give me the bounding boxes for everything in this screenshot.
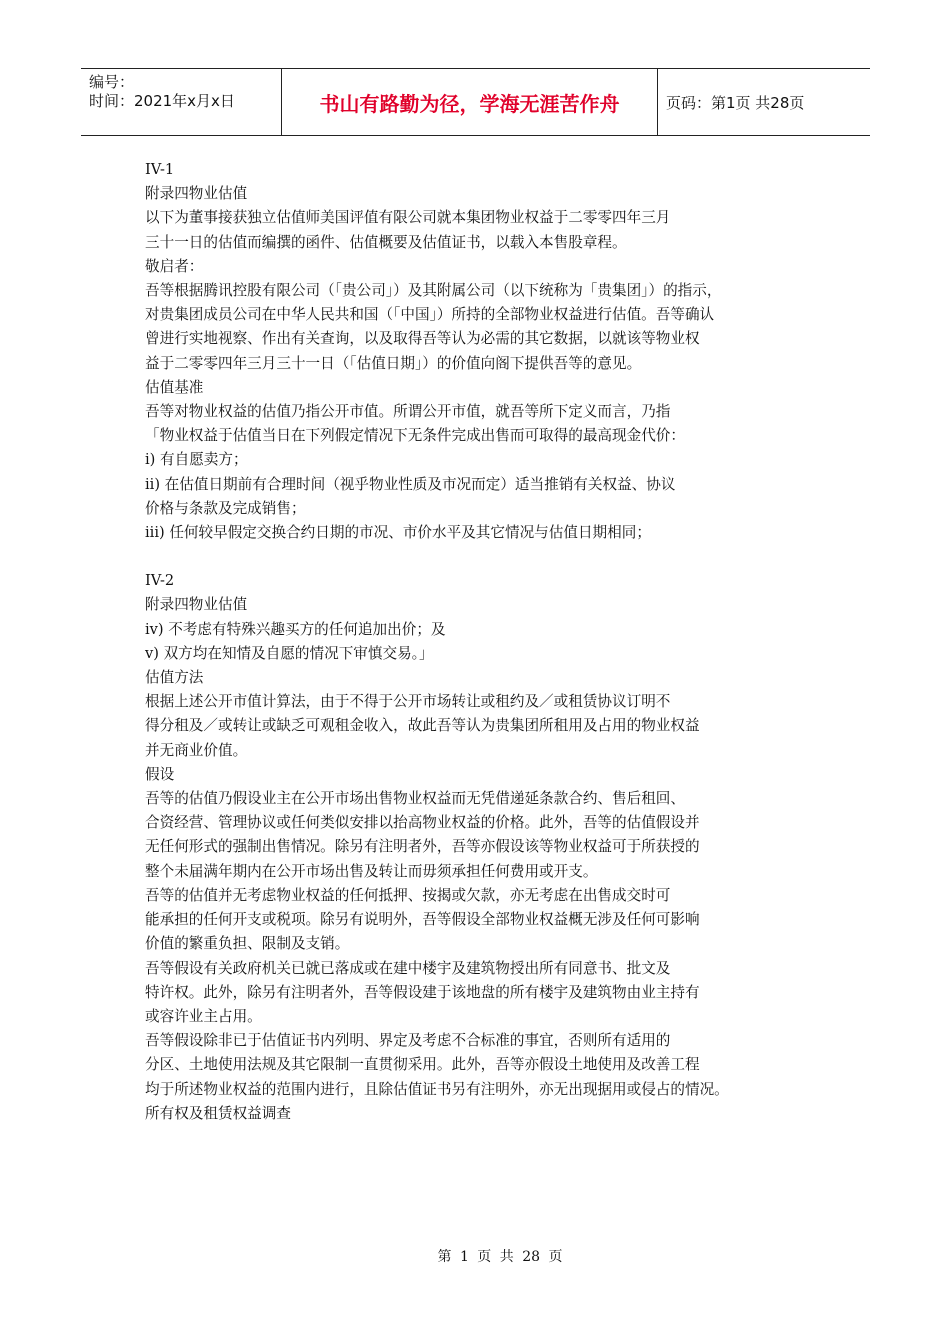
body-line: 无任何形式的强制出售情况。除另有注明者外，吾等亦假设该等物业权益可于所获授的 bbox=[145, 838, 700, 856]
body-line: 合资经营、管理协议或任何类似安排以抬高物业权益的价格。此外，吾等的估值假设并 bbox=[145, 814, 700, 832]
body-line: 价格与条款及完成销售； bbox=[145, 499, 306, 517]
body-line: 「物业权益于估值当日在下列假定情况下无条件完成出售而可取得的最高现金代价： bbox=[145, 427, 685, 445]
body-line: 以下为董事接获独立估值师美国评值有限公司就本集团物业权益于二零零四年三月 bbox=[145, 209, 671, 227]
body-line: 并无商业价值。 bbox=[145, 741, 248, 759]
body-line: 对贵集团成员公司在中华人民共和国（「中国」）所持的全部物业权益进行估值。吾等确认 bbox=[145, 306, 715, 324]
body-line: 吾等的估值并无考虑物业权益的任何抵押、按揭或欠款，亦无考虑在出售成交时可 bbox=[145, 886, 671, 904]
body-line: 根据上述公开市值计算法，由于不得于公开市场转让或租约及／或租赁协议订明不 bbox=[145, 693, 671, 711]
body-line: 价值的繁重负担、限制及支销。 bbox=[145, 935, 350, 953]
body-line: 吾等的估值乃假设业主在公开市场出售物业权益而无凭借递延条款合约、售后租回、 bbox=[145, 790, 685, 808]
document-time-label: 时间：2021年x月x日 bbox=[89, 92, 235, 110]
document-number-label: 编号： bbox=[89, 73, 135, 91]
body-line: iv) 不考虑有特殊兴趣买方的任何追加出价；及 bbox=[145, 620, 446, 638]
body-line: i) 有自愿卖方； bbox=[145, 451, 248, 469]
body-line: 或容许业主占用。 bbox=[145, 1007, 262, 1025]
body-line: 曾进行实地视察、作出有关查询，以及取得吾等认为必需的其它数据，以就该等物业权 bbox=[145, 330, 700, 348]
body-line: 益于二零零四年三月三十一日（「估值日期」）的价值向阁下提供吾等的意见。 bbox=[145, 354, 642, 372]
body-line: 均于所述物业权益的范围内进行，且除估值证书另有注明外，亦无出现据用或侵占的情况。 bbox=[145, 1080, 729, 1098]
body-line: v) 双方均在知情及自愿的情况下审慎交易。」 bbox=[145, 644, 434, 662]
body-line: 得分租及／或转让或缺乏可观租金收入，故此吾等认为贵集团所租用及占用的物业权益 bbox=[145, 717, 700, 735]
page-header bbox=[81, 68, 870, 136]
body-line: 估值基准 bbox=[145, 378, 204, 396]
body-line: 特许权。此外，除另有注明者外，吾等假设建于该地盘的所有楼宇及建筑物由业主持有 bbox=[145, 983, 700, 1001]
body-line: 三十一日的估值而编撰的函件、估值概要及估值证书，以载入本售股章程。 bbox=[145, 233, 627, 251]
body-line: 吾等根据腾讯控股有限公司（「贵公司」）及其附属公司（以下统称为「贵集团」）的指示， bbox=[145, 282, 722, 300]
body-line: 吾等假设有关政府机关已就已落成或在建中楼宇及建筑物授出所有同意书、批文及 bbox=[145, 959, 671, 977]
body-line: 吾等对物业权益的估值乃指公开市值。所谓公开市值，就吾等所下定义而言，乃指 bbox=[145, 403, 671, 421]
body-line: IV-2 bbox=[145, 572, 175, 590]
section-gap bbox=[145, 545, 825, 569]
body-line: 能承担的任何开支或税项。除另有说明外，吾等假设全部物业权益概无涉及任何可影响 bbox=[145, 911, 700, 929]
document-body bbox=[145, 158, 825, 1126]
body-line: 附录四物业估值 bbox=[145, 185, 248, 203]
header-motto: 书山有路勤为径，学海无涯苦作舟 bbox=[282, 69, 658, 135]
body-line: 整个未届满年期内在公开市场出售及转让而毋须承担任何费用或开支。 bbox=[145, 862, 598, 880]
body-line: 吾等假设除非已于估值证书内列明、界定及考虑不合标准的事宜，否则所有适用的 bbox=[145, 1032, 671, 1050]
body-line: ii) 在估值日期前有合理时间（视乎物业性质及市况而定）适当推销有关权益、协议 bbox=[145, 475, 676, 493]
page-footer: 第 1 页 共 28 页 bbox=[437, 1249, 563, 1265]
body-line: 所有权及租赁权益调查 bbox=[145, 1104, 291, 1122]
body-line: 分区、土地使用法规及其它限制一直贯彻采用。此外，吾等亦假设土地使用及改善工程 bbox=[145, 1056, 700, 1074]
body-line: 敬启者： bbox=[145, 257, 204, 275]
body-line: IV-1 bbox=[145, 161, 175, 178]
body-line: 附录四物业估值 bbox=[145, 596, 248, 614]
header-page-info: 页码：第1页 共28页 bbox=[666, 93, 805, 112]
header-meta bbox=[81, 69, 282, 135]
body-line: 估值方法 bbox=[145, 669, 204, 687]
body-line: 假设 bbox=[145, 765, 175, 783]
body-line: iii) 任何较早假定交换合约日期的市况、市价水平及其它情况与估值日期相同； bbox=[145, 524, 651, 542]
